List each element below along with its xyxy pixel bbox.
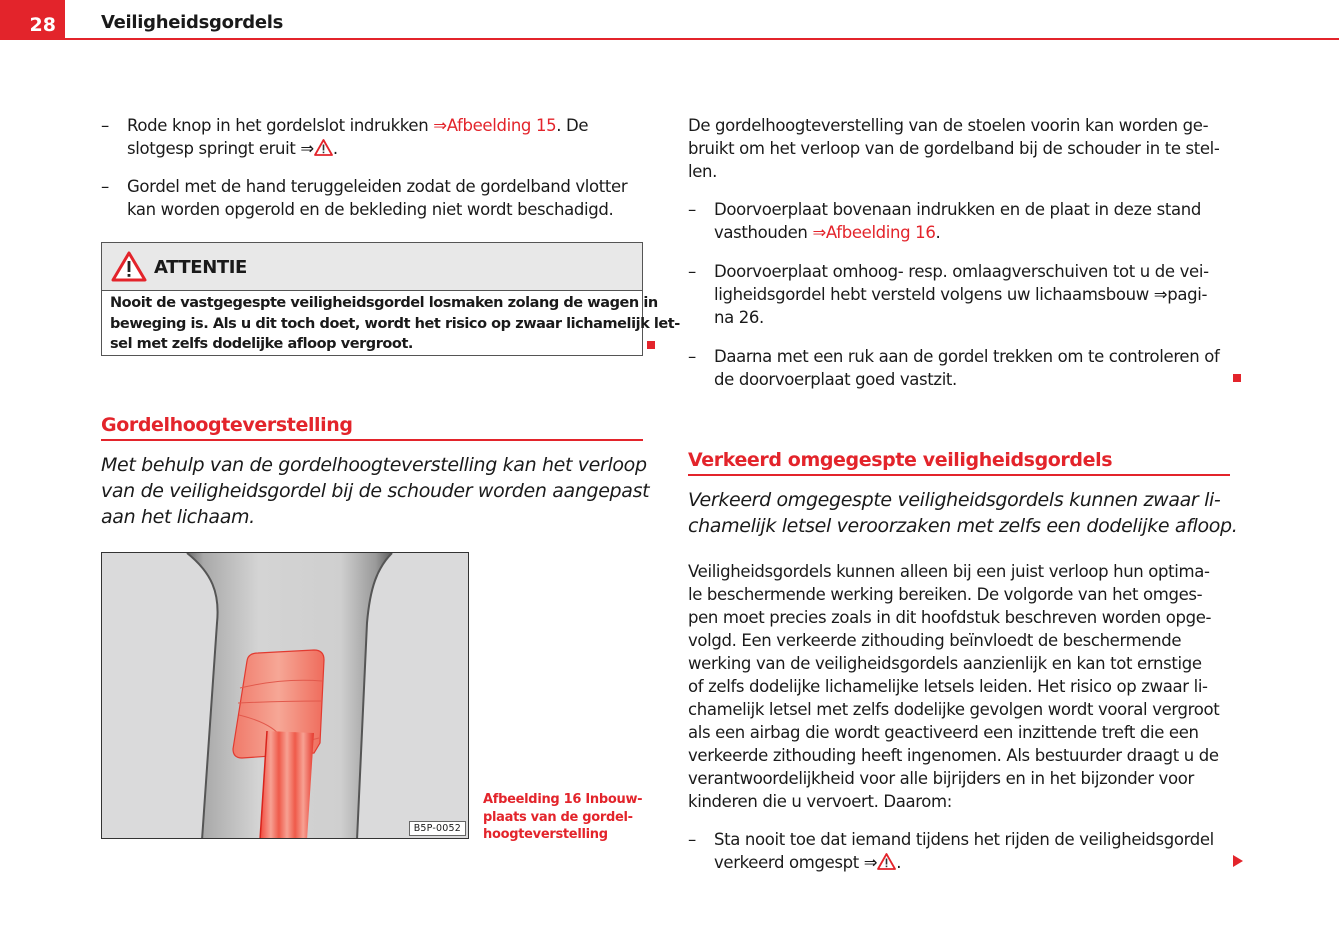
list-item	[688, 345, 1248, 391]
warning-icon[interactable]	[877, 853, 896, 876]
text-line: le beschermende werking bereiken. De volgorde van het omges-	[688, 585, 1203, 604]
text-line: plaats van de gordel-	[483, 809, 633, 825]
list-item	[688, 198, 1248, 244]
text-line: len.	[688, 162, 718, 181]
text-line: hoogteverstelling	[483, 827, 608, 842]
text: Daarna met een ruk aan de gordel trekken om te controleren of	[714, 347, 1220, 366]
bullet-dash: –	[101, 116, 109, 135]
text: Rode knop in het gordelslot indrukken	[127, 116, 434, 135]
text-line: sel met zelfs dodelijke afloop vergroot.	[110, 336, 413, 352]
text-line: pen moet precies zoals in dit hoofdstuk beschreven worden opge-	[688, 608, 1212, 627]
list-item	[101, 175, 651, 221]
list-item	[688, 260, 1248, 329]
bullet-dash: –	[101, 177, 109, 196]
text-line: De gordelhoogteverstelling van de stoelen voorin kan worden ge-	[688, 116, 1209, 135]
attention-header	[102, 243, 642, 291]
body-paragraph	[688, 560, 1248, 813]
figure-code: B5P-0052	[409, 821, 466, 836]
section-rule	[101, 439, 643, 441]
list-item	[688, 828, 1248, 874]
text-line: aan het lichaam.	[101, 506, 255, 528]
bullet-dash: –	[688, 262, 696, 281]
text-line: kinderen die u vervoert. Daarom:	[688, 792, 952, 811]
belt-adjuster-illustration	[102, 553, 469, 839]
text: na 26.	[714, 308, 764, 327]
text: Gordel met de hand teruggeleiden zodat de gordelband vlotter	[127, 177, 628, 196]
warning-icon[interactable]	[314, 139, 333, 162]
figure-caption	[483, 791, 643, 844]
text: .	[332, 139, 338, 158]
end-of-section-marker	[647, 341, 655, 349]
text-line: beweging is. Als u dit toch doet, wordt het risico op zwaar lichamelijk let-	[110, 315, 680, 332]
chapter-title: Veiligheidsgordels	[101, 12, 284, 33]
page-number: 28	[0, 0, 65, 40]
next-page-arrow-icon	[1233, 855, 1243, 867]
section-intro	[101, 452, 661, 530]
figure-link[interactable]: ⇒Afbeelding 16	[812, 223, 936, 242]
figure-belt-height-adjuster	[101, 552, 469, 839]
text: vasthouden	[714, 223, 813, 242]
attention-title: ATTENTIE	[154, 257, 247, 278]
section-rule	[688, 474, 1230, 476]
figure-link[interactable]: ⇒Afbeelding 15	[433, 116, 557, 135]
text-line: Verkeerd omgegespte veiligheidsgordels kunnen zwaar li-	[688, 489, 1221, 511]
text: Doorvoerplaat bovenaan indrukken en de plaat in deze stand	[714, 200, 1201, 219]
text-line: of zelfs dodelijke lichamelijke letsels leiden. Het risico op zwaar li-	[688, 677, 1208, 696]
text-line: bruikt om het verloop van de gordelband bij de schouder in te stel-	[688, 139, 1220, 158]
text-line: chamelijk letsel met zelfs dodelijke gevolgen wordt vooral vergroot	[688, 700, 1220, 719]
text-line: verantwoordelijkheid voor alle bijrijders en in het bijzonder voor	[688, 769, 1194, 788]
section-heading: Verkeerd omgegespte veiligheidsgordels	[688, 449, 1113, 471]
text: verkeerd omgespt ⇒	[714, 853, 878, 872]
page-reference[interactable]: ligheidsgordel hebt versteld volgens uw lichaamsbouw ⇒pagi-	[714, 285, 1208, 304]
bullet-dash: –	[688, 830, 696, 849]
text-line: verkeerde zithouding heeft ingenomen. Als bestuurder draagt u de	[688, 746, 1219, 765]
attention-text	[102, 291, 680, 357]
paragraph	[688, 114, 1248, 183]
text-line: als een airbag die wordt geactiveerd een inzittende treft die een	[688, 723, 1199, 742]
text-line: chamelijk letsel veroorzaken met zelfs een dodelijke afloop.	[688, 515, 1238, 537]
text: slotgesp springt eruit ⇒	[127, 139, 314, 158]
text-line: Veiligheidsgordels kunnen alleen bij een juist verloop hun optima-	[688, 562, 1210, 581]
text: .	[935, 223, 941, 242]
text: kan worden opgerold en de bekleding niet wordt beschadigd.	[127, 200, 614, 219]
text: . De	[556, 116, 589, 135]
bullet-dash: –	[688, 347, 696, 366]
text-line: Nooit de vastgegespte veiligheidsgordel losmaken zolang de wagen in	[110, 295, 658, 311]
text-line: Afbeelding 16 Inbouw-	[483, 792, 643, 807]
text-line: werking van de veiligheidsgordels aanzienlijk en kan tot ernstige	[688, 654, 1202, 673]
section-heading: Gordelhoogteverstelling	[101, 414, 353, 436]
text: .	[896, 853, 902, 872]
end-of-section-marker	[1233, 374, 1241, 382]
text: Sta nooit toe dat iemand tijdens het rijden de veiligheidsgordel	[714, 830, 1214, 849]
text-line: van de veiligheidsgordel bij de schouder worden aangepast	[101, 480, 650, 502]
section-intro	[688, 487, 1248, 539]
list-item	[101, 114, 651, 160]
header-rule	[65, 38, 1339, 40]
text-line: Met behulp van de gordelhoogteverstelling kan het verloop	[101, 454, 647, 476]
warning-icon	[111, 251, 147, 286]
attention-box	[101, 242, 680, 356]
bullet-dash: –	[688, 200, 696, 219]
text: Doorvoerplaat omhoog- resp. omlaagverschuiven tot u de vei-	[714, 262, 1209, 281]
text: de doorvoerplaat goed vastzit.	[714, 370, 957, 389]
text-line: volgd. Een verkeerde zithouding beïnvloedt de beschermende	[688, 631, 1182, 650]
